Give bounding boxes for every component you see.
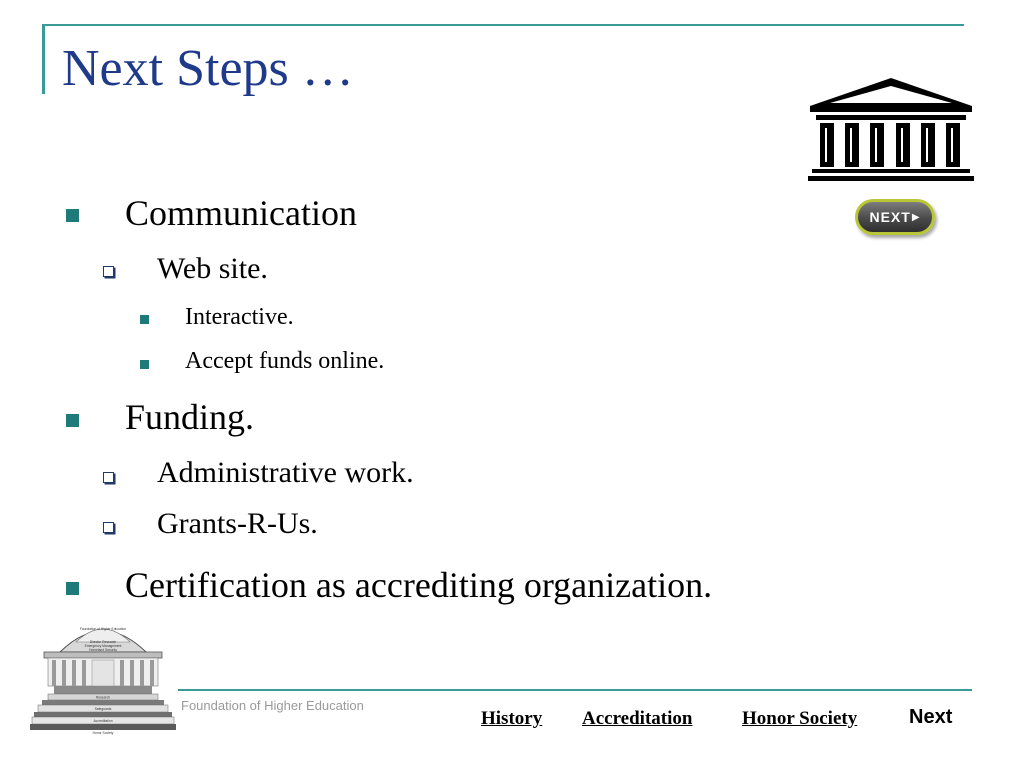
logo-line-0: Foundation of Higher Education	[79, 627, 127, 631]
logo-line-2: Emergency Management	[84, 644, 122, 648]
footer-divider	[178, 689, 972, 691]
square-bullet-icon	[140, 315, 149, 324]
square-bullet-icon	[66, 209, 79, 222]
nav-link-next[interactable]: Next	[909, 706, 953, 728]
bullet-web-site: Web site.	[157, 252, 268, 285]
temple-icon	[808, 76, 974, 182]
logo-line-1: Director Research	[89, 640, 117, 644]
logo-line-3: Homeland Security	[89, 648, 117, 652]
logo-line-6: Accreditation	[93, 719, 113, 723]
bullet-accept-funds: Accept funds online.	[185, 348, 385, 374]
bullet-grants-r-us: Grants-R-Us.	[157, 507, 318, 540]
checkbox-bullet-icon	[103, 522, 114, 533]
checkbox-bullet-icon	[103, 472, 114, 483]
nav-link-accreditation[interactable]: Accreditation	[582, 708, 693, 729]
next-button-label: NEXT	[869, 209, 911, 225]
checkbox-bullet-icon	[103, 266, 114, 277]
bullet-interactive: Interactive.	[185, 304, 294, 330]
footer-organization: Foundation of Higher Education	[181, 698, 364, 713]
square-bullet-icon	[140, 360, 149, 369]
logo-line-7: Honor Society	[92, 731, 114, 735]
title-frame-horizontal-line	[42, 24, 964, 26]
bullet-administrative-work: Administrative work.	[157, 456, 414, 489]
nav-link-honor-society[interactable]: Honor Society	[742, 708, 858, 729]
nav-link-history[interactable]: History	[481, 708, 543, 729]
play-arrow-icon: ▶	[911, 211, 921, 223]
bullet-funding: Funding.	[125, 397, 255, 437]
square-bullet-icon	[66, 582, 79, 595]
slide-title: Next Steps …	[62, 40, 354, 97]
bullet-certification: Certification as accrediting organization.	[125, 565, 713, 605]
logo-line-5: Safeguards	[94, 707, 112, 711]
logo-line-4: Research	[95, 695, 111, 700]
square-bullet-icon	[66, 414, 79, 427]
bullet-communication: Communication	[125, 193, 357, 233]
next-button[interactable]	[855, 199, 935, 235]
foundation-logo	[30, 612, 176, 736]
title-frame-vertical-line	[42, 24, 45, 94]
